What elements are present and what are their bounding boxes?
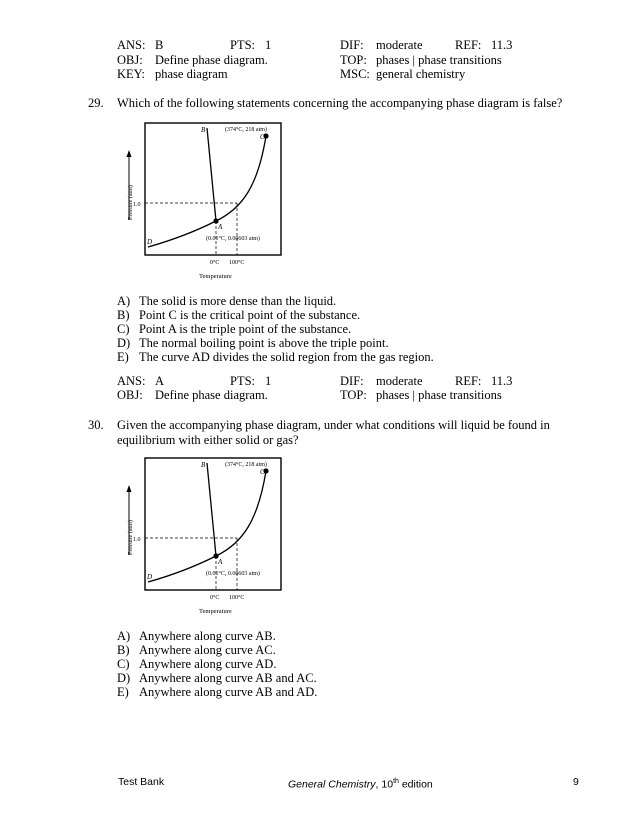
- pressure-arrow-head: [127, 150, 132, 157]
- key-value: phase diagram: [155, 67, 228, 81]
- pts-value: 1: [265, 374, 272, 388]
- edition-text: edition: [398, 778, 433, 791]
- page-number: 9: [573, 776, 579, 788]
- ref-value: 11.3: [491, 374, 513, 388]
- choice-text: Anywhere along curve AB.: [139, 629, 276, 643]
- question-text: Given the accompanying phase diagram, under what conditions will liquid be found in equilibrium with either solid or gas?: [117, 418, 550, 447]
- top-value: phases | phase transitions: [376, 388, 502, 402]
- choice-text: The normal boiling point is above the triple point.: [139, 336, 389, 350]
- question-number: 29.: [88, 96, 104, 110]
- answer-meta-row: [117, 374, 577, 388]
- key-label: KEY:: [117, 67, 146, 81]
- curve-ad: [148, 221, 216, 247]
- ref-label: REF:: [455, 374, 482, 388]
- choice-letter: B): [117, 643, 130, 657]
- choice-text: Anywhere along curve AD.: [139, 657, 277, 671]
- choice-letter: E): [117, 350, 129, 364]
- choice-letter: B): [117, 308, 130, 322]
- triple-point-coordinates: (0.01°C, 0.00603 atm): [206, 571, 260, 577]
- obj-label: OBJ:: [117, 53, 143, 67]
- curve-ac: [216, 136, 266, 221]
- ref-value: 11.3: [491, 38, 513, 52]
- phase-diagram: [118, 455, 290, 617]
- ans-label: ANS:: [117, 374, 146, 388]
- footer-left: Test Bank: [118, 776, 165, 788]
- phase-diagram: [118, 120, 290, 282]
- choice-text: Point A is the triple point of the substance.: [139, 322, 352, 336]
- msc-value: general chemistry: [376, 67, 466, 81]
- point-a-label: A: [218, 223, 223, 231]
- msc-label: MSC:: [340, 67, 370, 81]
- ans-label: ANS:: [117, 38, 146, 52]
- dif-label: DIF:: [340, 38, 364, 52]
- point-a-label: A: [218, 558, 223, 566]
- choice-text: The curve AD divides the solid region from the gas region.: [139, 350, 434, 364]
- curve-ab: [207, 463, 216, 556]
- top-label: TOP:: [340, 53, 367, 67]
- point-c-label: C: [260, 468, 265, 476]
- question-number: 30.: [88, 418, 104, 432]
- choice-letter: D): [117, 671, 131, 685]
- curve-ad: [148, 556, 216, 582]
- obj-value: Define phase diagram.: [155, 53, 268, 67]
- point-b-label: B: [201, 461, 206, 469]
- one-atm-tick-label: 1.0: [133, 537, 141, 543]
- choice-letter: A): [117, 629, 131, 643]
- pts-value: 1: [265, 38, 272, 52]
- zero-celsius-tick-label: 0°C: [210, 595, 220, 601]
- edition-separator: ,: [375, 778, 382, 791]
- answer-meta-row: [117, 38, 577, 52]
- ans-value: B: [155, 38, 164, 52]
- curve-ab: [207, 128, 216, 221]
- pressure-axis-label: Pressure (atm): [128, 185, 134, 220]
- choice-text: Anywhere along curve AB and AD.: [139, 685, 318, 699]
- ans-value: A: [155, 374, 165, 388]
- top-label: TOP:: [340, 388, 367, 402]
- zero-celsius-tick-label: 0°C: [210, 260, 220, 266]
- choice-letter: C): [117, 322, 130, 336]
- obj-value: Define phase diagram.: [155, 388, 268, 402]
- choice-letter: A): [117, 294, 131, 308]
- pts-label: PTS:: [230, 38, 256, 52]
- obj-label: OBJ:: [117, 388, 143, 402]
- curve-ac: [216, 471, 266, 556]
- keyword-meta-row: [117, 67, 577, 81]
- choice-text: The solid is more dense than the liquid.: [139, 294, 337, 308]
- pressure-axis-label: Pressure (atm): [128, 520, 134, 555]
- question-text: Which of the following statements concerning the accompanying phase diagram is false?: [117, 96, 563, 110]
- choice-text: Anywhere along curve AB and AC.: [139, 671, 317, 685]
- ref-label: REF:: [455, 38, 482, 52]
- choice-letter: C): [117, 657, 130, 671]
- critical-point-coordinates: (374°C, 218 atm): [225, 462, 267, 468]
- objective-meta-row: [117, 53, 577, 67]
- book-title: General Chemistry: [288, 778, 376, 791]
- choice-letter: E): [117, 685, 129, 699]
- point-c-label: C: [260, 133, 265, 141]
- objective-meta-row: [117, 388, 577, 402]
- footer-book-title: [288, 775, 433, 792]
- edition-number: 10: [381, 778, 394, 791]
- dif-value: moderate: [376, 374, 423, 388]
- edition-suffix: th: [393, 778, 399, 785]
- point-d-label: D: [147, 238, 153, 246]
- temperature-axis-label: Temperature: [199, 273, 232, 280]
- hundred-celsius-tick-label: 100°C: [229, 595, 245, 601]
- one-atm-tick-label: 1.0: [133, 202, 141, 208]
- point-b-label: B: [201, 126, 206, 134]
- critical-point-coordinates: (374°C, 218 atm): [225, 127, 267, 133]
- top-value: phases | phase transitions: [376, 53, 502, 67]
- temperature-axis-label: Temperature: [199, 608, 232, 615]
- point-d-label: D: [147, 573, 153, 581]
- choice-text: Point C is the critical point of the substance.: [139, 308, 361, 322]
- dif-label: DIF:: [340, 374, 364, 388]
- dif-value: moderate: [376, 38, 423, 52]
- choice-text: Anywhere along curve AC.: [139, 643, 276, 657]
- hundred-celsius-tick-label: 100°C: [229, 260, 245, 266]
- choice-letter: D): [117, 336, 131, 350]
- pts-label: PTS:: [230, 374, 256, 388]
- triple-point-coordinates: (0.01°C, 0.00603 atm): [206, 236, 260, 242]
- pressure-arrow-head: [127, 485, 132, 492]
